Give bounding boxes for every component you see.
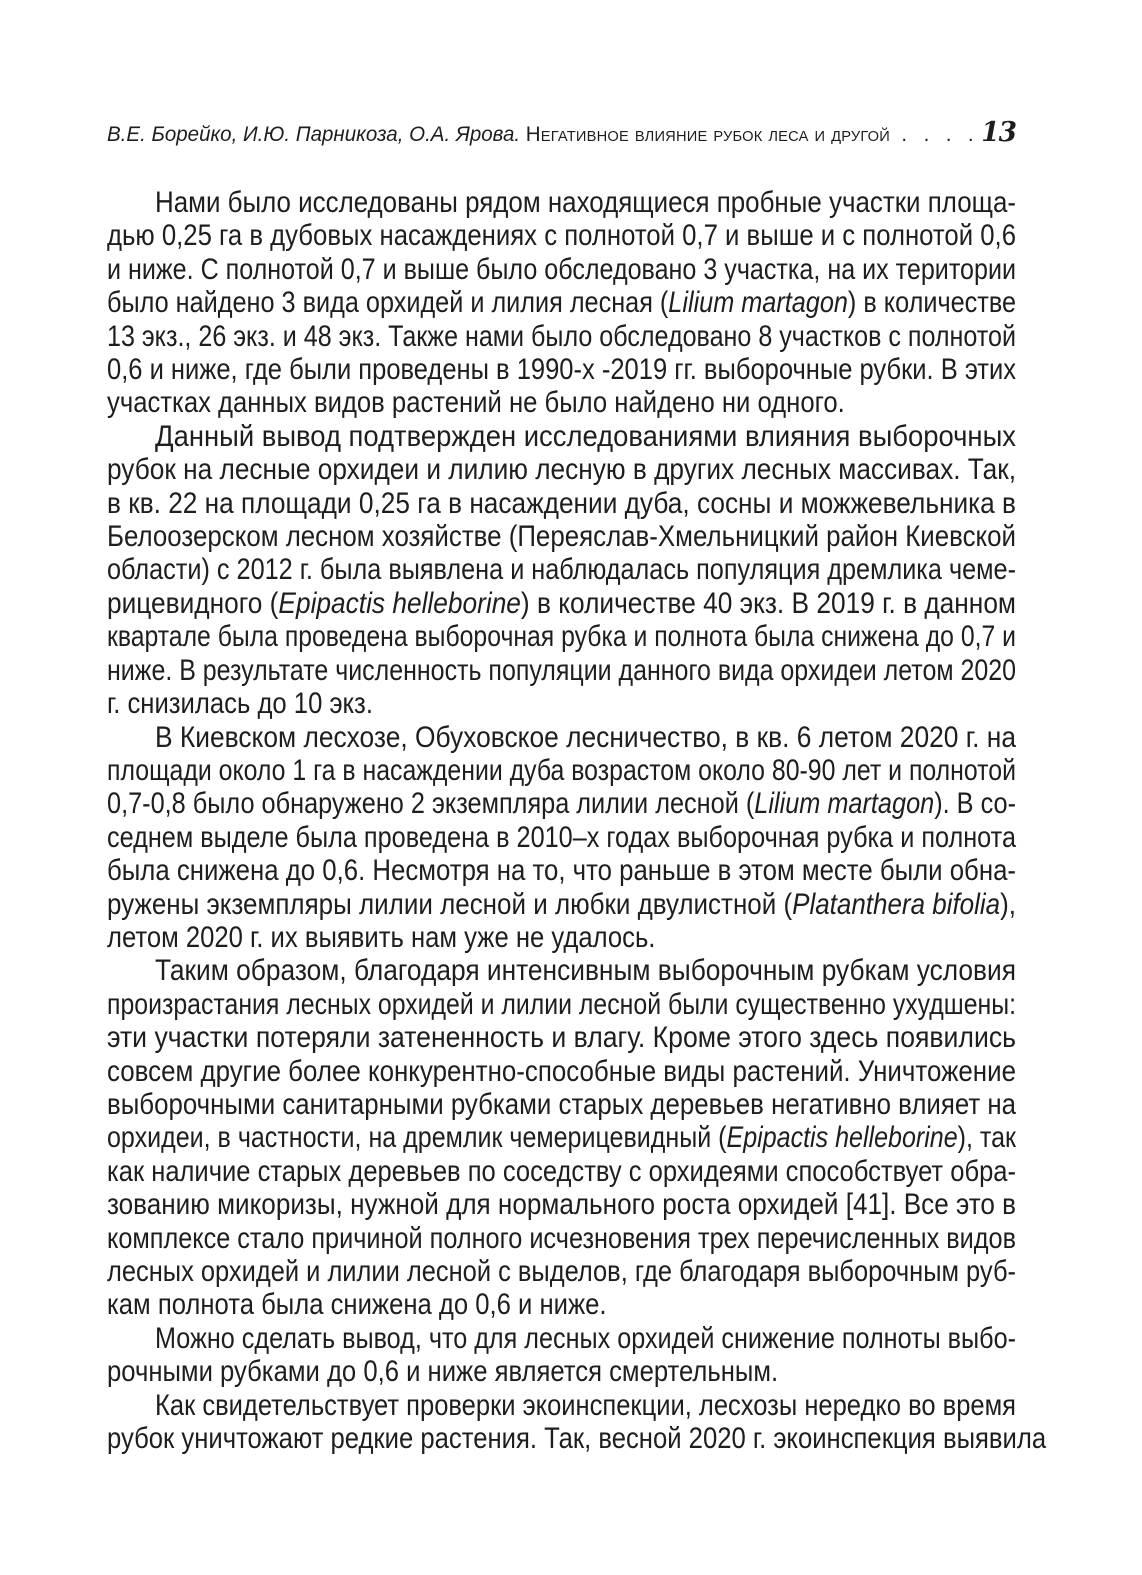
text-line: В Киевском лесхозе, Обуховское лесничество, в кв. 6 летом 2020 г. на [155,720,1016,754]
text-line: Нами было исследованы рядом находящиеся пробные участки площа- [155,186,1016,219]
text-line: совсем другие более конкурентно-способные виды растений. Уничтожение [107,1054,1016,1088]
text-line: была снижена до 0,6. Несмотря на то, что раньше в этом месте были обна- [107,854,1016,888]
text-line: орхидеи, в частности, на дремлик чемерицевидный (Epipactis helleborine), так [107,1121,1016,1155]
text-line: Таким образом, благодаря интенсивным выборочным рубкам условия [155,954,1016,988]
text-line: Как свидетельствует проверки экоинспекции, лесхозы нередко во время [155,1388,1016,1422]
text-line: зованию микоризы, нужной для нормального роста орхидей [41]. Все это в [107,1188,1016,1222]
text-line: ниже. В результате численность популяции данного вида орхидеи летом 2020 [107,653,1016,687]
text-line: квартале была проведена выборочная рубка и полнота была снижена до 0,7 и [107,620,1016,654]
text-block [107,186,1047,1456]
text-line: комплексе стало причиной полного исчезновения трех перечисленных видов [107,1221,1016,1255]
text-line: ружены экземпляры лилии лесной и любки двулистной (Platanthera bifolia), [107,887,1016,921]
text-line: рубок на лесные орхидеи и лилию лесную в других лесных массивах. Так, [107,453,1016,487]
running-header-line [107,116,1016,152]
header-authors: В.Е. Борейко, И.Ю. Парникоза, О.А. Ярова. [107,123,521,146]
text-line: произрастания лесных орхидей и лилии лесной были существенно ухудшены: [107,987,1016,1021]
header-separator [890,123,901,146]
text-line: кам полнота была снижена до 0,6 и ниже. [107,1288,607,1322]
text-line: 13 экз., 26 экз. и 48 экз. Также нами было обследовано 8 участков с полнотой [107,319,1016,353]
text-line: лесных орхидей и лилии лесной с выделов, где благодаря выборочным руб- [107,1255,1016,1288]
text-line: выборочными санитарными рубками старых деревьев негативно влияет на [107,1087,1016,1121]
header-article-title: Негативное влияние рубок леса и другой [525,123,891,146]
text-line: рубок уничтожают редкие растения. Так, весной 2020 г. экоинспекция выявила [107,1422,1047,1456]
text-line: летом 2020 г. их выявить нам уже не удалось. [107,920,656,954]
text-line: 0,7-0,8 было обнаружено 2 экземпляра лилии лесной (Lilium martagon). В со- [107,787,1016,821]
text-line: площади около 1 га в насаждении дуба возрастом около 80-90 лет и полнотой [107,753,1016,787]
text-line: области) с 2012 г. была выявлена и наблюдалась популяция дремлика чеме- [107,553,1016,587]
text-line: Можно сделать вывод, что для лесных орхидей снижение полноты выбо- [155,1321,1016,1355]
text-line: рицевидного (Epipactis helleborine) в количестве 40 экз. В 2019 г. в данном [107,586,1016,620]
text-line: рочными рубками до 0,6 и ниже является смертельным. [107,1355,779,1389]
text-line: дью 0,25 га в дубовых насаждениях с полнотой 0,7 и выше и с полнотой 0,6 [107,219,1016,253]
text-line: участках данных видов растений не было найдено ни одного. [107,386,845,420]
text-line: г. снизилась до 10 экз. [107,687,373,721]
text-line: было найдено 3 вида орхидей и лилия лесная (Lilium martagon) в количестве [107,286,1016,320]
text-line: эти участки потеряли затененность и влагу. Кроме этого здесь появились [107,1021,1016,1055]
text-line: в кв. 22 на площади 0,25 га в насаждении дуба, сосны и можжевельника в [107,486,1016,520]
text-line: Белоозерском лесном хозяйстве (Переяслав-Хмельницкий район Киевской [107,520,1016,554]
running-header [107,116,1016,150]
text-line: и ниже. С полнотой 0,7 и выше было обследовано 3 участка, на их територии [107,252,1016,286]
text-line: Данный вывод подтвержден исследованиями влияния выборочных [155,419,1016,453]
header-leader-dots: . . . . [901,123,976,146]
text-line: как наличие старых деревьев по соседству с орхидеями способствует обра- [107,1154,1016,1188]
text-line: седнем выделе была проведена в 2010–х годах выборочная рубка и полнота [107,820,1016,854]
page-number: 13 [981,117,1016,148]
text-line: 0,6 и ниже, где были проведены в 1990-х -2019 гг. выборочные рубки. В этих [107,353,1016,387]
